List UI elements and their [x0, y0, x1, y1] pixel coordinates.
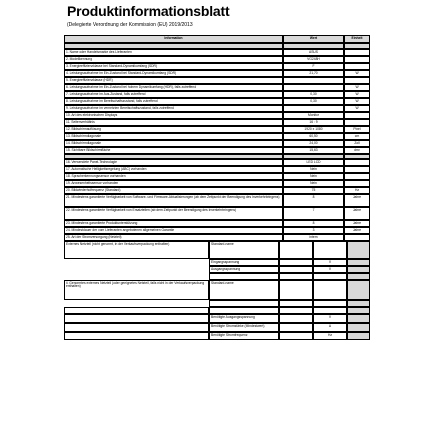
power-supply-cell	[313, 280, 347, 300]
row-value: 0,30	[283, 91, 344, 98]
row-label: 12. Bildschirmauflösung	[64, 126, 283, 133]
row-value: 0,30	[283, 98, 344, 105]
power-supply-cell	[64, 273, 209, 280]
table-row	[64, 70, 370, 77]
power-supply-cell	[279, 323, 313, 332]
row-label: 25. Art der Stromversorgung (Netzteil)	[64, 234, 283, 241]
row-label: 19. Anwesenheitssensor vorhanden	[64, 180, 283, 187]
table-row	[64, 63, 370, 70]
table-row	[64, 119, 370, 126]
table-row	[64, 259, 370, 266]
row-unit	[344, 77, 370, 84]
row-unit	[344, 49, 370, 56]
table-row	[64, 207, 370, 220]
power-supply-cell	[279, 273, 313, 280]
table-row	[64, 147, 370, 154]
power-supply-cell	[313, 273, 347, 280]
power-supply-cell	[347, 259, 370, 266]
row-value: 75	[283, 187, 344, 194]
information-table	[64, 35, 370, 340]
document-title: Produktinformationsblatt	[67, 3, 230, 19]
row-unit	[344, 112, 370, 119]
power-supply-cell	[347, 266, 370, 273]
power-supply-cell	[347, 307, 370, 314]
row-unit: W	[344, 98, 370, 105]
row-label: 15. Sichtbare Bildschirmfläche	[64, 147, 283, 154]
table-row	[64, 332, 370, 340]
row-label: 13. Bildschirmdiagonale	[64, 133, 283, 140]
table-row	[64, 56, 370, 63]
row-unit: Jahre	[344, 194, 370, 207]
row-label: 24. Mindestdauer der vom Lieferanten angebotenen allgemeinen Garantie	[64, 227, 283, 234]
power-supply-cell	[209, 307, 279, 314]
row-value: Nein	[283, 180, 344, 187]
power-supply-cell: Externes Netzteil (nicht genormt, in der Verkaufsverpackung enthalten)	[64, 241, 209, 259]
power-supply-cell	[209, 300, 279, 307]
power-supply-cell	[279, 300, 313, 307]
row-label: 18. Spracherkennungssensor vorhanden	[64, 173, 283, 180]
table-row	[64, 112, 370, 119]
row-value: 8	[283, 220, 344, 227]
row-unit: dm²	[344, 147, 370, 154]
row-label: 17. Automatische Helligkeitsregelung (ABC) vorhanden	[64, 166, 283, 173]
table-row	[64, 323, 370, 332]
row-value: 16 : 9	[283, 119, 344, 126]
row-value	[283, 84, 344, 91]
row-label: 6. Leistungsaufnahme im Ein-Zustand bei hohem Dynamikumfang (HDR), falls zutreffend	[64, 84, 283, 91]
product-information-sheet	[64, 0, 370, 430]
table-row	[64, 84, 370, 91]
row-label: 9. Leistungsaufnahme im vernetzten Bereitschaftszustand, falls zutreffend	[64, 105, 283, 112]
power-supply-cell	[279, 314, 313, 323]
row-value: Nein	[283, 166, 344, 173]
row-label: 14. Bildschirmdiagonale	[64, 140, 283, 147]
power-supply-cell	[279, 241, 313, 259]
table-row	[64, 105, 370, 112]
row-label: 5. Energieeffizienzklasse (HDR)	[64, 77, 283, 84]
power-supply-cell: A	[313, 323, 347, 332]
table-row	[64, 49, 370, 56]
row-unit: cm	[344, 133, 370, 140]
power-supply-cell	[64, 332, 209, 340]
row-value: 1920 x 1080	[283, 126, 344, 133]
power-supply-cell	[313, 241, 347, 259]
power-supply-cell: V	[313, 259, 347, 266]
row-unit	[344, 119, 370, 126]
power-supply-cell	[64, 307, 209, 314]
table-row	[64, 126, 370, 133]
row-unit	[344, 173, 370, 180]
power-supply-cell: Benötigte Stromfrequenz	[209, 332, 279, 340]
table-row	[64, 140, 370, 147]
table-row	[64, 166, 370, 173]
power-supply-cell: Standard-name	[209, 280, 279, 300]
table-row	[64, 133, 370, 140]
power-supply-cell: Hz	[313, 332, 347, 340]
table-row	[64, 77, 370, 84]
power-supply-cell	[64, 314, 209, 323]
row-value: Nein	[283, 173, 344, 180]
table-row	[64, 227, 370, 234]
row-unit	[344, 234, 370, 241]
header-information: Information	[64, 35, 283, 43]
row-value: 8	[283, 194, 344, 207]
row-unit: W	[344, 84, 370, 91]
row-unit: W	[344, 105, 370, 112]
table-row	[64, 173, 370, 180]
row-label: 1. Name oder Handelsmarke des Lieferanten	[64, 49, 283, 56]
power-supply-cell: Eingangsspannung	[209, 259, 279, 266]
row-value: LED LCD	[283, 159, 344, 166]
row-label: 2. Modellkennung	[64, 56, 283, 63]
power-supply-cell	[279, 332, 313, 340]
table-row	[64, 159, 370, 166]
row-label: 8. Leistungsaufnahme im Bereitschaftszustand, falls zutreffend	[64, 98, 283, 105]
table-row	[64, 98, 370, 105]
power-supply-cell	[313, 300, 347, 307]
row-unit	[344, 56, 370, 63]
table-row	[64, 280, 370, 300]
row-value: intern	[283, 234, 344, 241]
power-supply-cell	[64, 300, 209, 307]
row-value: 60,50	[283, 133, 344, 140]
row-unit	[344, 63, 370, 70]
power-supply-cell: V	[313, 266, 347, 273]
header-unit: Einheit	[344, 35, 370, 43]
table-row	[64, 234, 370, 241]
row-unit: Pixel	[344, 126, 370, 133]
power-supply-cell	[64, 259, 209, 266]
document-subtitle: (Delegierte Verordnung der Kommission (EU) 2019/2013	[67, 22, 193, 28]
power-supply-cell	[347, 323, 370, 332]
row-unit: Hz	[344, 187, 370, 194]
table-row	[64, 194, 370, 207]
row-value: VG248H	[283, 56, 344, 63]
power-supply-cell	[279, 259, 313, 266]
table-row	[64, 314, 370, 323]
power-supply-cell: Ausgangsspannung	[209, 266, 279, 273]
row-unit	[344, 166, 370, 173]
power-supply-cell	[313, 307, 347, 314]
power-supply-cell	[347, 241, 370, 259]
row-label: 23. Mindestens garantierte Produktunterstützung	[64, 220, 283, 227]
row-value: Monitor	[283, 112, 344, 119]
row-label: 20. Bildwiederholfrequenz (Standard)	[64, 187, 283, 194]
power-supply-cell	[279, 266, 313, 273]
row-label: 22. Mindestens garantierte Verfügbarkeit von Ersatzteilen (ab dem Zeitpunkt der Beendigung des Inverkehrbringens)	[64, 207, 283, 220]
row-label: 7. Leistungsaufnahme im Aus-Zustand, falls zutreffend	[64, 91, 283, 98]
power-supply-cell	[347, 314, 370, 323]
table-row	[64, 187, 370, 194]
table-row	[64, 307, 370, 314]
row-label: 11. Seitenverhältnis	[64, 119, 283, 126]
row-value: 7	[283, 207, 344, 220]
row-unit: Jahre	[344, 207, 370, 220]
power-supply-cell	[209, 273, 279, 280]
row-unit: W	[344, 70, 370, 77]
table-row	[64, 180, 370, 187]
table-row	[64, 91, 370, 98]
row-value	[283, 105, 344, 112]
power-supply-cell: Benötigte Ausgangsspannung	[209, 314, 279, 323]
row-unit: Jahre	[344, 220, 370, 227]
row-value	[283, 77, 344, 84]
row-unit: Zoll	[344, 140, 370, 147]
row-unit	[344, 159, 370, 166]
row-value: 15,63	[283, 147, 344, 154]
power-supply-cell	[347, 273, 370, 280]
power-supply-cell	[347, 300, 370, 307]
power-supply-cell	[279, 280, 313, 300]
table-row	[64, 220, 370, 227]
table-row	[64, 300, 370, 307]
row-value: ASUS	[283, 49, 344, 56]
row-label: 3. Energieeffizienzklasse bei Standard-Dynamikumfang (SDR)	[64, 63, 283, 70]
power-supply-cell	[64, 266, 209, 273]
power-supply-cell	[347, 280, 370, 300]
row-value: 3	[283, 227, 344, 234]
row-unit: Jahre	[344, 227, 370, 234]
row-value: 24,00	[283, 140, 344, 147]
row-label: 10. Art des elektronischen Displays	[64, 112, 283, 119]
power-supply-cell: Standard-name	[209, 241, 279, 259]
table-row	[64, 241, 370, 259]
header-value: Wert	[283, 35, 344, 43]
power-supply-cell	[64, 323, 209, 332]
power-supply-cell: Benötigte Stromstärke (Mindestwert)	[209, 323, 279, 332]
power-supply-cell: ii. Genormtes externes Netzteil (oder geeignetes Netzteil, falls nicht in der Verkaufsverpackung enthalten)	[64, 280, 209, 300]
table-header-row	[64, 35, 370, 43]
power-supply-cell	[347, 332, 370, 340]
row-label: 4. Leistungsaufnahme im Ein-Zustand bei Standard-Dynamikumfang (SDR)	[64, 70, 283, 77]
row-unit	[344, 180, 370, 187]
table-body	[64, 43, 370, 340]
power-supply-cell	[279, 307, 313, 314]
row-value: 21,70	[283, 70, 344, 77]
row-label: 21. Mindestens garantierte Verfügbarkeit von Software- und Firmware-Aktualisierungen (ab dem Zeitpunkt der Beendigung des Inverkehrbringens)	[64, 194, 283, 207]
power-supply-cell: V	[313, 314, 347, 323]
row-unit: W	[344, 91, 370, 98]
row-label: 16. Verwendete Panel-Technologie	[64, 159, 283, 166]
table-row	[64, 273, 370, 280]
row-value: F	[283, 63, 344, 70]
table-row	[64, 266, 370, 273]
